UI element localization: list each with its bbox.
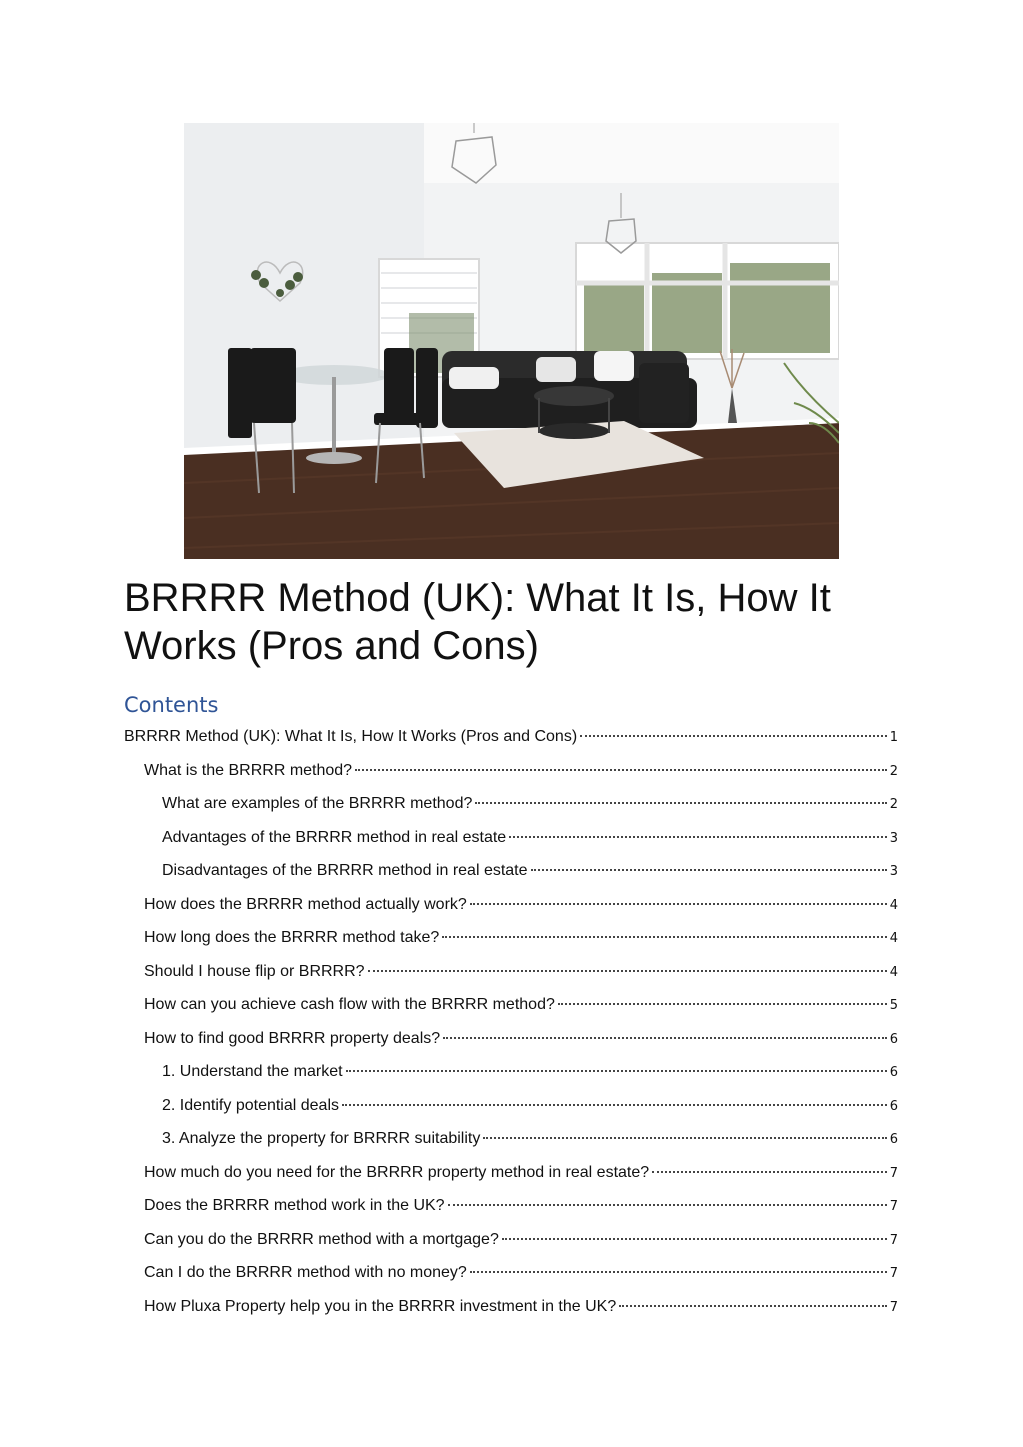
toc-entry-page-number: 7 — [889, 1232, 898, 1248]
toc-entry-label: Can you do the BRRRR method with a mortgage? — [144, 1230, 499, 1248]
toc-entry[interactable] — [162, 1089, 898, 1123]
toc-entry-page-number: 7 — [889, 1266, 898, 1281]
toc-entry[interactable] — [162, 821, 898, 855]
toc-entry-label: 2. Identify potential deals — [162, 1096, 340, 1114]
toc-dot-leader — [368, 970, 887, 972]
toc-dot-leader — [355, 769, 887, 771]
toc-entry-page-number: 2 — [889, 797, 898, 812]
toc-entry-page-number: 4 — [889, 931, 898, 946]
toc-entry-label: How long does the BRRRR method take? — [144, 929, 440, 946]
toc-entry[interactable] — [144, 754, 898, 788]
toc-entry-label: How Pluxa Property help you in the BRRRR investment in the UK? — [144, 1297, 617, 1315]
toc-entry[interactable] — [144, 1256, 898, 1290]
toc-entry[interactable] — [162, 787, 898, 821]
toc-entry-page-number: 6 — [889, 1065, 898, 1080]
toc-entry[interactable] — [144, 1189, 898, 1223]
toc-entry-page-number: 6 — [889, 1098, 898, 1114]
toc-dot-leader — [475, 802, 886, 804]
toc-entry-label: How to find good BRRRR property deals? — [144, 1029, 441, 1047]
toc-entry[interactable] — [124, 720, 898, 754]
toc-entry[interactable] — [144, 888, 898, 922]
toc-entry-page-number: 6 — [889, 1132, 898, 1147]
toc-dot-leader — [470, 903, 887, 905]
toc-dot-leader — [531, 869, 887, 871]
toc-entry-label: BRRRR Method (UK): What It Is, How It Works (Pros and Cons) — [124, 728, 578, 745]
toc-entry-label: What is the BRRRR method? — [144, 761, 353, 779]
toc-entry-label: How does the BRRRR method actually work? — [144, 895, 467, 913]
toc-entry[interactable] — [144, 1022, 898, 1056]
toc-entry-label: How can you achieve cash flow with the BRRRR method? — [144, 996, 555, 1013]
toc-dot-leader — [619, 1305, 887, 1307]
toc-entry-label: 1. Understand the market — [162, 1063, 343, 1080]
toc-entry-label: Disadvantages of the BRRRR method in real estate — [162, 862, 528, 879]
toc-entry-label: How much do you need for the BRRRR property method in real estate? — [144, 1163, 650, 1181]
toc-dot-leader — [470, 1271, 887, 1273]
toc-entry-page-number: 7 — [889, 1165, 898, 1181]
living-room-photo — [184, 123, 839, 559]
toc-entry-label: 3. Analyze the property for BRRRR suitability — [162, 1130, 481, 1147]
toc-dot-leader — [448, 1204, 887, 1206]
toc-entry[interactable] — [144, 1290, 898, 1324]
toc-entry[interactable] — [162, 854, 898, 888]
toc-entry[interactable] — [144, 1223, 898, 1257]
toc-dot-leader — [652, 1171, 887, 1173]
toc-entry-label: Should I house flip or BRRRR? — [144, 962, 365, 980]
toc-dot-leader — [580, 735, 887, 737]
toc-entry-label: Can I do the BRRRR method with no money? — [144, 1264, 467, 1281]
toc-dot-leader — [346, 1070, 887, 1072]
document-title: BRRRR Method (UK): What It Is, How It Works (Pros and Cons) — [124, 576, 831, 668]
toc-entry[interactable] — [144, 988, 898, 1022]
toc-dot-leader — [509, 836, 887, 838]
toc-entry-page-number: 6 — [889, 1031, 898, 1047]
toc-entry-page-number: 4 — [889, 964, 898, 980]
toc-entry[interactable] — [144, 1156, 898, 1190]
toc-dot-leader — [342, 1104, 887, 1106]
toc-entry-page-number: 2 — [889, 763, 898, 779]
toc-dot-leader — [502, 1238, 887, 1240]
toc-dot-leader — [443, 1037, 887, 1039]
toc-entry-label: What are examples of the BRRRR method? — [162, 795, 473, 812]
toc-entry-page-number: 4 — [889, 897, 898, 913]
contents-heading: Contents — [124, 693, 219, 717]
toc-dot-leader — [558, 1003, 887, 1005]
toc-entry-page-number: 1 — [889, 730, 898, 745]
toc-entry[interactable] — [162, 1122, 898, 1156]
toc-entry-label: Advantages of the BRRRR method in real estate — [162, 828, 507, 846]
toc-entry-page-number: 3 — [889, 864, 898, 879]
toc-entry-page-number: 3 — [889, 830, 898, 846]
toc-entry[interactable] — [162, 1055, 898, 1089]
toc-entry-page-number: 7 — [889, 1199, 898, 1214]
toc-dot-leader — [483, 1137, 886, 1139]
toc-entry-page-number: 5 — [889, 998, 898, 1013]
hero-photo — [184, 123, 839, 559]
toc-entry-label: Does the BRRRR method work in the UK? — [144, 1197, 445, 1214]
toc-dot-leader — [442, 936, 886, 938]
toc-entry[interactable] — [144, 955, 898, 989]
toc-entry[interactable] — [144, 921, 898, 955]
toc-entry-page-number: 7 — [889, 1299, 898, 1315]
